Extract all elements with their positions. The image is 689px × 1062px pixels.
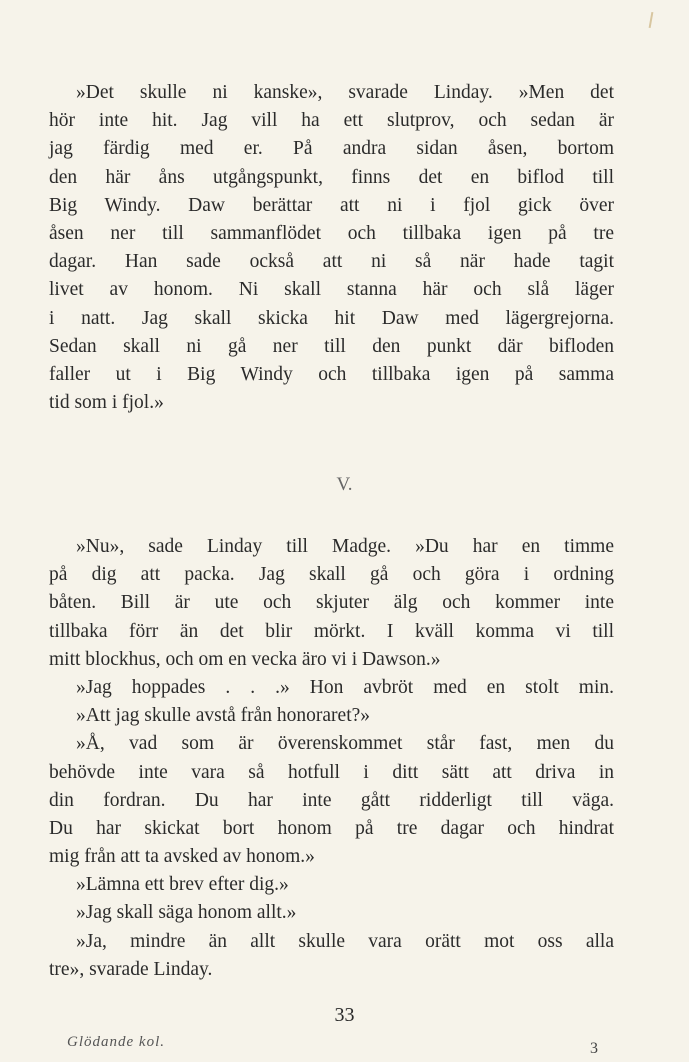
text-line: »Å, vad som är överenskommet står fast, men du bbox=[76, 733, 614, 755]
text-line: dagar. Han sade också att ni så när hade tagit bbox=[49, 251, 614, 273]
text-line: båten. Bill är ute och skjuter älg och kommer inte bbox=[49, 592, 614, 614]
text-line: jag färdig med er. På andra sidan åsen, bortom bbox=[49, 138, 614, 160]
text-line: din fordran. Du har inte gått ridderligt till väga. bbox=[49, 789, 614, 811]
text-line: faller ut i Big Windy och tillbaka igen på samma bbox=[49, 363, 614, 385]
text-line: »Jag hoppades . . .» Hon avbröt med en stolt min. bbox=[76, 676, 614, 698]
footer-title: Glödande kol. bbox=[67, 1034, 165, 1050]
text-line: mitt blockhus, och om en vecka äro vi i Dawson.» bbox=[49, 648, 441, 670]
text-line: mig från att ta avsked av honom.» bbox=[49, 846, 315, 868]
text-line: livet av honom. Ni skall stanna här och slå läger bbox=[49, 279, 614, 301]
text-line: »Det skulle ni kanske», svarade Linday. »Men det bbox=[76, 82, 614, 103]
text-line: på dig att packa. Jag skall gå och göra i ordning bbox=[49, 564, 614, 586]
page-edge-mark bbox=[649, 12, 654, 28]
text-line: »Ja, mindre än allt skulle vara orätt mot oss alla bbox=[76, 930, 614, 952]
text-line: »Lämna ett brev efter dig.» bbox=[76, 874, 289, 896]
text-line: Sedan skall ni gå ner till den punkt där bifloden bbox=[49, 335, 614, 357]
text-line: den här åns utgångspunkt, finns det en biflod till bbox=[49, 166, 614, 188]
text-line: hör inte hit. Jag vill ha ett slutprov, och sedan är bbox=[49, 110, 614, 132]
text-line: åsen ner till sammanflödet och tillbaka igen på tre bbox=[49, 222, 614, 244]
page-number: 33 bbox=[334, 1004, 355, 1026]
paragraph-1 bbox=[49, 79, 614, 417]
text-line: Big Windy. Daw berättar att ni i fjol gick över bbox=[49, 194, 614, 216]
text-line: behövde inte vara så hotfull i ditt sätt att driva in bbox=[49, 761, 614, 783]
section-heading: V. bbox=[336, 474, 353, 495]
paragraph-2 bbox=[49, 533, 614, 984]
text-line: tre», svarade Linday. bbox=[49, 958, 213, 980]
text-line: tid som i fjol.» bbox=[49, 392, 164, 414]
text-line: »Jag skall säga honom allt.» bbox=[76, 902, 297, 924]
text-line: »Nu», sade Linday till Madge. »Du har en timme bbox=[76, 536, 614, 557]
signature-mark: 3 bbox=[590, 1040, 598, 1057]
text-line: Du har skickat bort honom på tre dagar och hindrat bbox=[49, 817, 614, 839]
text-line: »Att jag skulle avstå från honoraret?» bbox=[76, 705, 371, 727]
text-line: i natt. Jag skall skicka hit Daw med lägergrejorna. bbox=[49, 307, 614, 329]
text-line: tillbaka förr än det blir mörkt. I kväll komma vi till bbox=[49, 620, 614, 642]
